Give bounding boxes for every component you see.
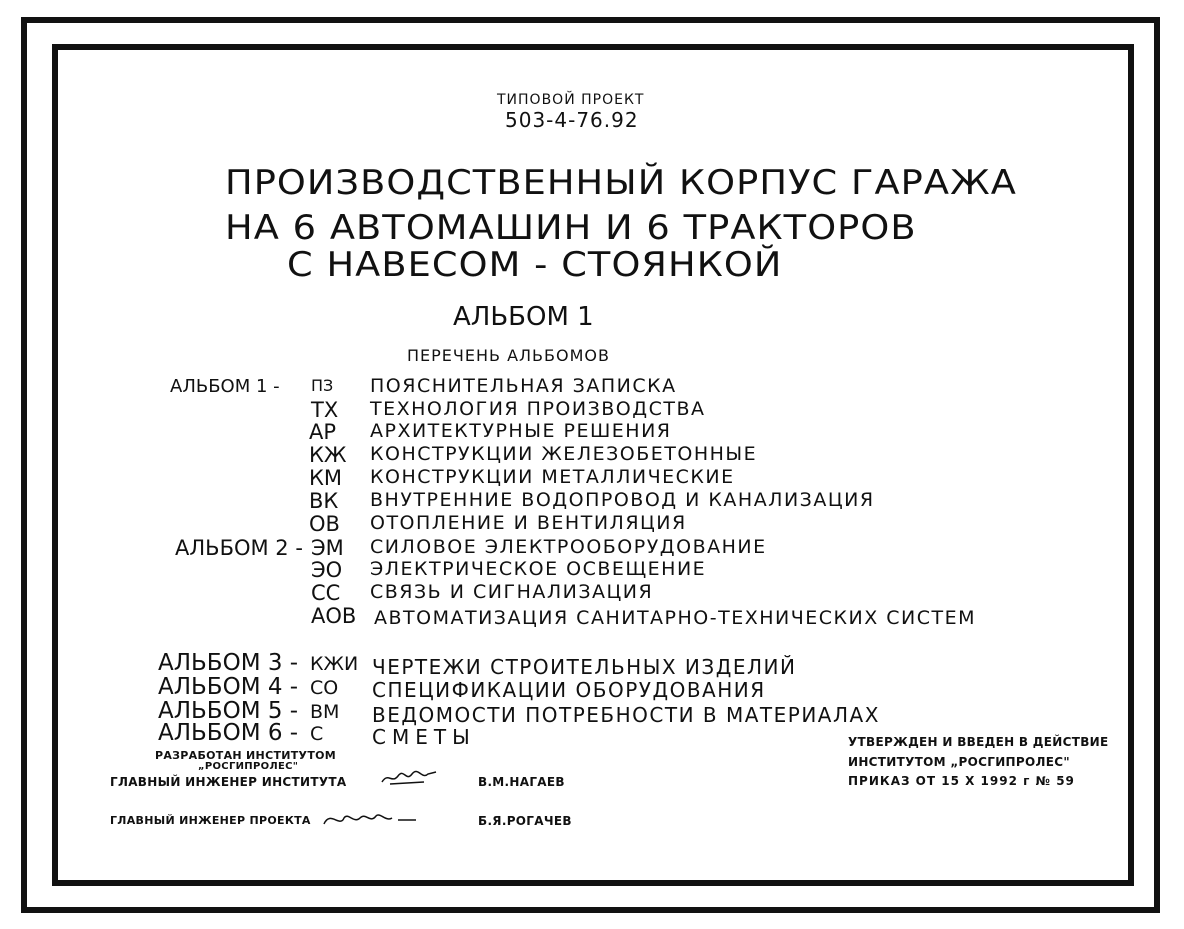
album1-code-3: АР [309, 420, 337, 444]
album1-code-4: КЖ [309, 443, 347, 467]
title-line-2: НА 6 АВТОМАШИН И 6 ТРАКТОРОВ [225, 208, 917, 248]
project-number: 503-4-76.92 [505, 108, 639, 132]
album2-desc-4: АВТОМАТИЗАЦИЯ САНИТАРНО-ТЕХНИЧЕСКИХ СИСТЕМ [374, 607, 977, 629]
album1-label: АЛЬБОМ 1 - [170, 376, 280, 397]
album3-label: АЛЬБОМ 3 - [158, 650, 299, 676]
chief-engineer-project-role: ГЛАВНЫЙ ИНЖЕНЕР ПРОЕКТА [110, 814, 311, 827]
album1-desc-7: ОТОПЛЕНИЕ И ВЕНТИЛЯЦИЯ [370, 512, 687, 534]
album1-code-5: КМ [309, 466, 343, 490]
chief-engineer-project-name: Б.Я.РОГАЧЕВ [478, 814, 572, 828]
album5-code: ВМ [310, 701, 340, 723]
album1-code-2: ТХ [311, 398, 339, 422]
album6-desc: СМЕТЫ [372, 725, 476, 749]
album4-desc: СПЕЦИФИКАЦИИ ОБОРУДОВАНИЯ [372, 678, 766, 702]
album6-code: С [310, 723, 324, 745]
title-line-3: С НАВЕСОМ - СТОЯНКОЙ [287, 245, 783, 285]
album1-desc-2: ТЕХНОЛОГИЯ ПРОИЗВОДСТВА [370, 398, 706, 420]
album-heading: АЛЬБОМ 1 [453, 302, 594, 332]
album4-code: СО [310, 677, 339, 699]
album1-code-6: ВК [309, 489, 339, 513]
album3-desc: ЧЕРТЕЖИ СТРОИТЕЛЬНЫХ ИЗДЕЛИЙ [372, 655, 797, 679]
chief-engineer-institute-name: В.М.НАГАЕВ [478, 775, 565, 789]
album1-desc-4: КОНСТРУКЦИИ ЖЕЛЕЗОБЕТОННЫЕ [370, 443, 758, 465]
album1-code-7: ОВ [309, 512, 340, 536]
album6-label: АЛЬБОМ 6 - [158, 720, 299, 746]
album1-desc-3: АРХИТЕКТУРНЫЕ РЕШЕНИЯ [370, 420, 672, 442]
chief-engineer-institute-role: ГЛАВНЫЙ ИНЖЕНЕР ИНСТИТУТА [110, 775, 347, 789]
album2-desc-1: СИЛОВОЕ ЭЛЕКТРООБОРУДОВАНИЕ [370, 536, 767, 558]
album5-label: АЛЬБОМ 5 - [158, 698, 299, 724]
developer-line-1: РАЗРАБОТАН ИНСТИТУТОМ [155, 749, 337, 762]
developer-line-2: „РОСГИПРОЛЕС" [198, 761, 299, 772]
approval-line-2: ИНСТИТУТОМ „РОСГИПРОЛЕС" [848, 755, 1070, 769]
album1-desc-1: ПОЯСНИТЕЛЬНАЯ ЗАПИСКА [370, 375, 677, 397]
signature-chief-engineer-project [320, 808, 420, 832]
signature-chief-engineer-institute [380, 768, 440, 788]
approval-line-3: ПРИКАЗ ОТ 15 X 1992 г № 59 [848, 774, 1075, 788]
album3-code: КЖИ [310, 653, 359, 675]
album4-label: АЛЬБОМ 4 - [158, 674, 299, 700]
album5-desc: ВЕДОМОСТИ ПОТРЕБНОСТИ В МАТЕРИАЛАХ [372, 703, 880, 727]
album1-desc-6: ВНУТРЕННИЕ ВОДОПРОВОД И КАНАЛИЗАЦИЯ [370, 489, 875, 511]
album2-label: АЛЬБОМ 2 - [175, 536, 303, 560]
album2-desc-2: ЭЛЕКТРИЧЕСКОЕ ОСВЕЩЕНИЕ [370, 558, 707, 580]
project-type: ТИПОВОЙ ПРОЕКТ [497, 92, 645, 108]
album2-desc-3: СВЯЗЬ И СИГНАЛИЗАЦИЯ [370, 581, 654, 603]
album1-code-1: ПЗ [311, 376, 334, 395]
albums-list-heading: ПЕРЕЧЕНЬ АЛЬБОМОВ [407, 346, 610, 365]
title-line-1: ПРОИЗВОДСТВЕННЫЙ КОРПУС ГАРАЖА [225, 163, 1017, 203]
approval-line-1: УТВЕРЖДЕН И ВВЕДЕН В ДЕЙСТВИЕ [848, 735, 1109, 749]
album2-code-3: СС [311, 581, 341, 605]
album1-desc-5: КОНСТРУКЦИИ МЕТАЛЛИЧЕСКИЕ [370, 466, 735, 488]
album2-code-4: АОВ [311, 604, 357, 628]
album2-code-2: ЭО [311, 558, 343, 582]
album2-code-1: ЭМ [311, 536, 344, 560]
